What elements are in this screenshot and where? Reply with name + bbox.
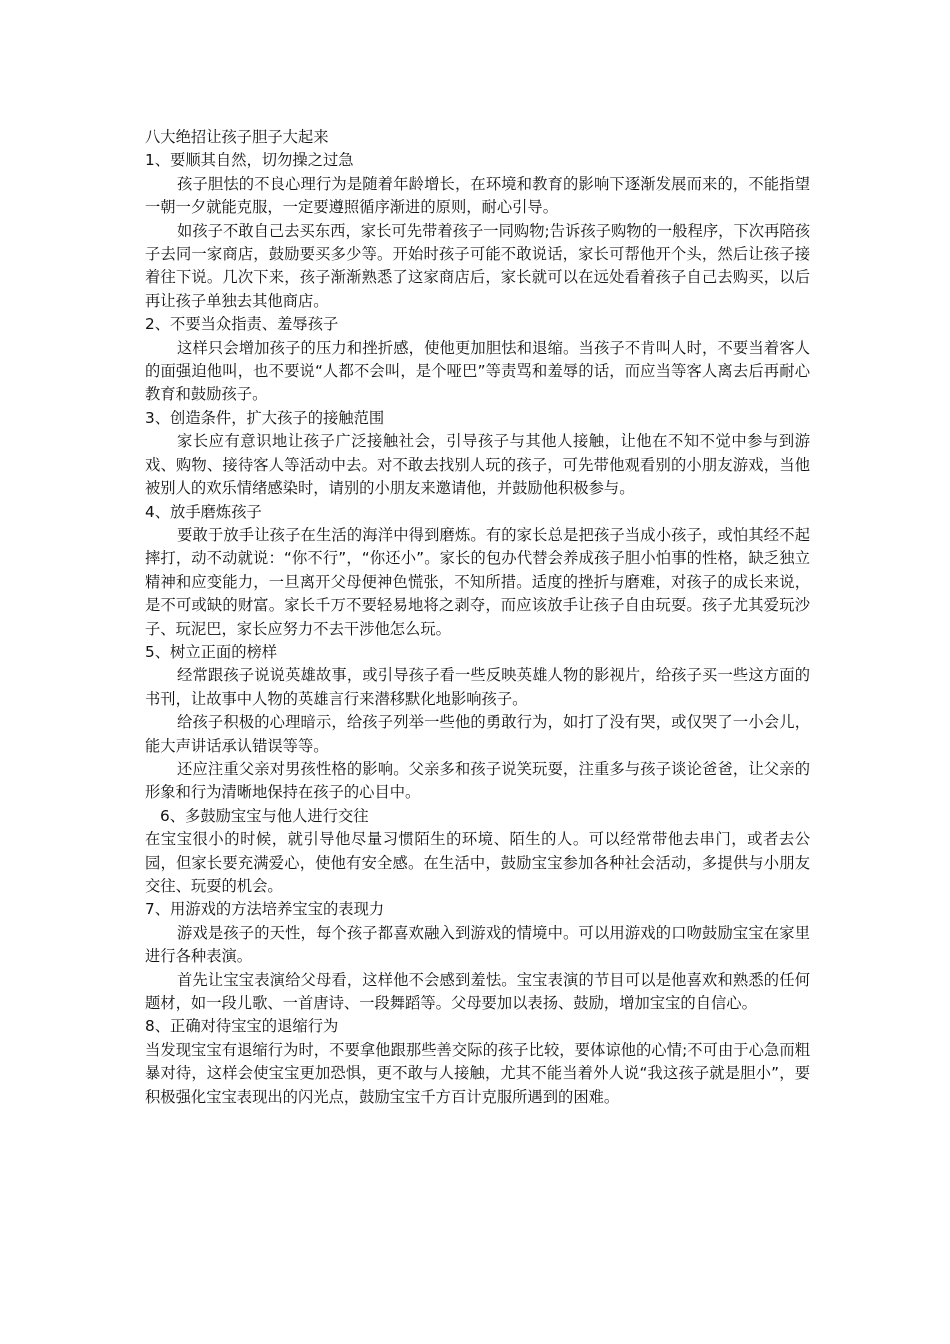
section-paragraph: 给孩子积极的心理暗示，给孩子列举一些他的勇敢行为，如打了没有哭，或仅哭了一小会儿，能大声讲话承认错误等等。	[145, 713, 810, 755]
section-heading: 1、要顺其自然，切勿操之过急	[145, 151, 354, 170]
section-paragraph: 在宝宝很小的时候，就引导他尽量习惯陌生的环境、陌生的人。可以经常带他去串门，或者去公园，但家长要充满爱心，使他有安全感。在生活中，鼓励宝宝参加各种社会活动，多提供与小朋友交往、玩耍的机会。	[145, 830, 810, 895]
section-paragraph: 游戏是孩子的天性，每个孩子都喜欢融入到游戏的情境中。可以用游戏的口吻鼓励宝宝在家里进行各种表演。	[145, 923, 810, 966]
section-paragraph: 孩子胆怯的不良心理行为是随着年龄增长，在环境和教育的影响下逐渐发展而来的，不能指望一朝一夕就能克服，一定要遵照循序渐进的原则，耐心引导。	[145, 174, 810, 217]
section-paragraph: 如孩子不敢自己去买东西，家长可先带着孩子一同购物;告诉孩子购物的一般程序，下次再陪孩子去同一家商店，鼓励要买多少等。开始时孩子可能不敢说话，家长可帮他开个头，然后让孩子接着往下说。几次下来，孩子渐渐熟悉了这家商店后，家长就可以在远处看着孩子自己去购买，以后再让孩子单独去其他商店。	[145, 221, 810, 310]
section-paragraph: 还应注重父亲对男孩性格的影响。父亲多和孩子说笑玩耍，注重多与孩子谈论爸爸，让父亲的形象和行为清晰地保持在孩子的心目中。	[145, 759, 810, 802]
section-heading: 8、正确对待宝宝的退缩行为	[145, 1017, 339, 1036]
section-heading: 3、创造条件，扩大孩子的接触范围	[145, 408, 385, 427]
section-paragraph: 要敢于放手让孩子在生活的海洋中得到磨炼。有的家长总是把孩子当成小孩子，或怕其经不起摔打，动不动就说：“你不行”，“你还小”。家长的包办代替会养成孩子胆小怕事的性格，缺乏独立精神和应变能力，一旦离开父母便神色慌张，不知所措。适度的挫折与磨难，对孩子的成长来说，是不可或缺的财富。家长千万不要轻易地将之剥夺，而应该放手让孩子自由玩耍。孩子尤其爱玩沙子、玩泥巴，家长应努力不去干涉他怎么玩。	[145, 525, 810, 638]
section-paragraph: 家长应有意识地让孩子广泛接触社会，引导孩子与其他人接触，让他在不知不觉中参与到游戏、购物、接待客人等活动中去。对不敢去找别人玩的孩子，可先带他观看别的小朋友游戏，当他被别人的欢乐情绪感染时，请别的小朋友来邀请他，并鼓励他积极参与。	[145, 432, 810, 498]
section-paragraph: 当发现宝宝有退缩行为时，不要拿他跟那些善交际的孩子比较，要体谅他的心情;不可由于心急而粗暴对待，这样会使宝宝更加恐惧，更不敢与人接触，尤其不能当着外人说“我这孩子就是胆小”，要积极强化宝宝表现出的闪光点，鼓励宝宝千方百计克服所遇到的困难。	[145, 1040, 810, 1106]
section-heading: 5、树立正面的榜样	[145, 642, 278, 661]
document-page	[145, 126, 810, 1109]
section-paragraph: 首先让宝宝表演给父母看，这样他不会感到羞怯。宝宝表演的节目可以是他喜欢和熟悉的任何题材，如一段儿歌、一首唐诗、一段舞蹈等。父母要加以表扬、鼓励，增加宝宝的自信心。	[145, 970, 810, 1013]
section-paragraph: 经常跟孩子说说英雄故事，或引导孩子看一些反映英雄人物的影视片，给孩子买一些这方面的书刊，让故事中人物的英雄言行来潜移默化地影响孩子。	[145, 666, 810, 708]
document-title: 八大绝招让孩子胆子大起来	[145, 128, 329, 146]
section-heading: 2、不要当众指责、羞辱孩子	[145, 315, 339, 334]
section-paragraph: 这样只会增加孩子的压力和挫折感，使他更加胆怯和退缩。当孩子不肯叫人时，不要当着客人的面强迫他叫，也不要说“人都不会叫，是个哑巴”等责骂和羞辱的话，而应当等客人离去后再耐心教育和鼓励孩子。	[145, 338, 810, 404]
section-heading: 7、用游戏的方法培养宝宝的表现力	[145, 900, 385, 919]
section-heading: 6、多鼓励宝宝与他人进行交往	[160, 806, 369, 825]
section-heading: 4、放手磨炼孩子	[145, 502, 262, 521]
